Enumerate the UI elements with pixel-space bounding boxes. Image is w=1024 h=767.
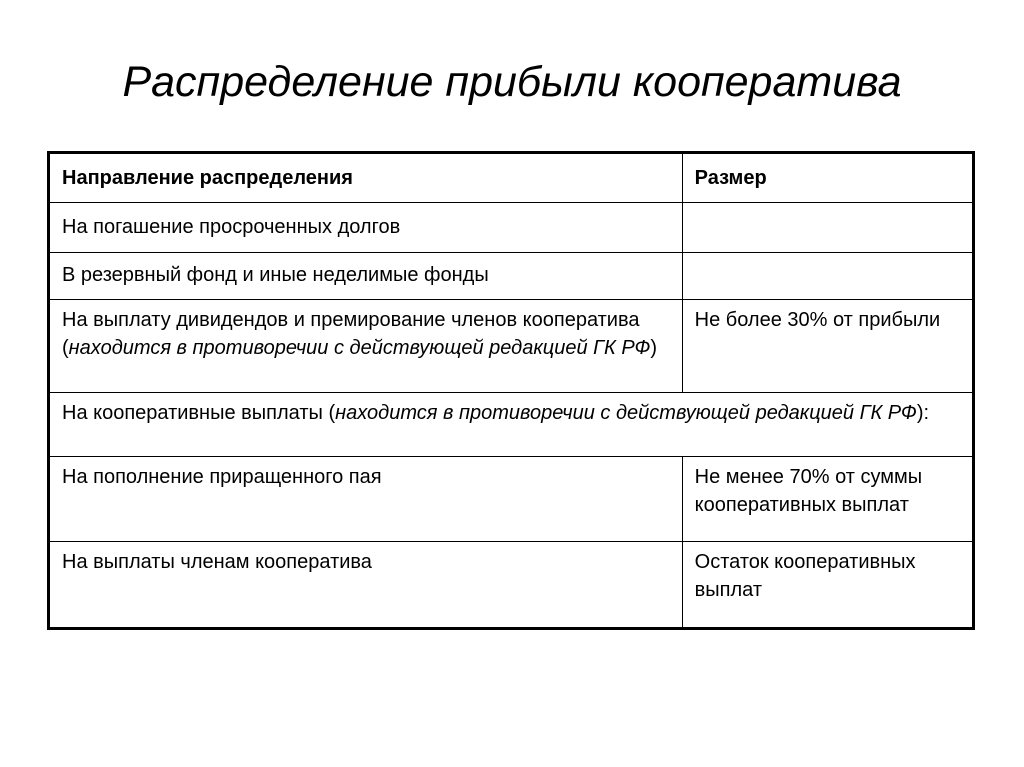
- header-direction: Направление распределения: [49, 153, 683, 203]
- cell-size: Не более 30% от прибыли: [682, 300, 973, 393]
- paren-open: (: [62, 337, 69, 359]
- table-row: [49, 203, 974, 253]
- cell-size: [682, 253, 973, 300]
- cell-direction: На выплаты членам кооператива: [49, 542, 683, 629]
- table-row: [49, 300, 974, 393]
- slide-title: Распределение прибыли кооператива: [122, 58, 902, 106]
- cell-size: Не менее 70% от суммы кооперативных выплат: [682, 457, 973, 542]
- table-row: [49, 457, 974, 542]
- legal-note: находится в противоречии с действующей редакцией ГК РФ: [335, 402, 917, 424]
- paren-close: ):: [916, 402, 930, 424]
- cell-direction: [49, 300, 683, 393]
- paren-close: ): [650, 337, 658, 359]
- table-row: [49, 393, 974, 457]
- cell-size: [682, 203, 973, 253]
- table-row: [49, 542, 974, 629]
- profit-distribution-table: [47, 151, 975, 630]
- table-row: [49, 253, 974, 300]
- cell-direction: На пополнение приращенного пая: [49, 457, 683, 542]
- cell-direction: На погашение просроченных долгов: [49, 203, 683, 253]
- direction-text: На кооперативные выплаты: [62, 402, 323, 424]
- direction-text: На выплату дивидендов и премирование членов кооператива: [62, 309, 640, 331]
- cell-size: Остаток кооперативных выплат: [682, 542, 973, 629]
- table-header-row: [49, 153, 974, 203]
- header-size: Размер: [682, 153, 973, 203]
- cell-direction: В резервный фонд и иные неделимые фонды: [49, 253, 683, 300]
- paren-open: (: [322, 402, 336, 424]
- legal-note: находится в противоречии с действующей редакцией ГК РФ: [68, 337, 651, 359]
- cell-direction-merged: [49, 393, 974, 457]
